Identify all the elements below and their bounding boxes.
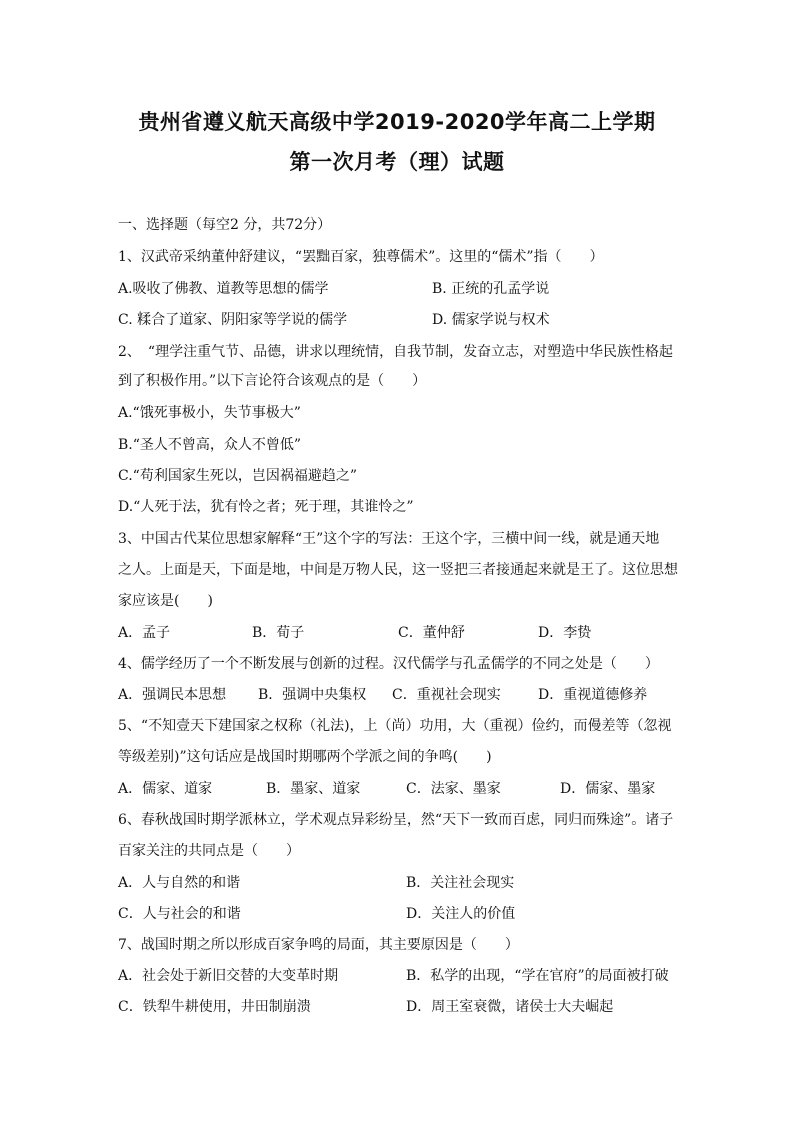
document-title-line2: 第一次月考（理）试题 [289, 150, 505, 174]
option-c: C．重视社会现实 [392, 687, 501, 703]
option-d: D．重视道德修养 [538, 687, 648, 703]
option-c: C．董仲舒 [398, 625, 465, 641]
question-stem: 5、“不知壹天下建国家之权称（礼法)，上（尚）功用，大（重视）俭约，而僈差等（忽视 [118, 718, 672, 734]
question-stem: 7、战国时期之所以形成百家争鸣的局面，其主要原因是（ ） [118, 937, 519, 953]
option-d: D. 儒家学说与权术 [432, 312, 550, 328]
question-stem: 家应该是( ) [118, 593, 213, 609]
option-b: B．墨家、道家 [266, 781, 361, 797]
document-title-line1: 贵州省遵义航天高级中学2019-2020学年高二上学期 [138, 110, 656, 134]
option-c: C．人与社会的和谐 [118, 906, 241, 922]
question-stem: 3、中国古代某位思想家解释“王”这个字的写法：王这个字，三横中间一线，就是通天地 [118, 531, 660, 547]
option-b: B．私学的出现，“学在官府”的局面被打破 [406, 968, 669, 984]
option-d: D．儒家、墨家 [560, 781, 656, 797]
option-b: B．关注社会现实 [406, 875, 515, 891]
option-a: A.吸收了佛教、道教等思想的儒学 [118, 281, 329, 297]
option-b: B．强调中央集权 [258, 687, 367, 703]
option-c: C．法家、墨家 [406, 781, 501, 797]
option-c: C.“苟利国家生死以，岂因祸福避趋之” [118, 468, 357, 484]
option-d: D．关注人的价值 [406, 906, 516, 922]
question-stem: 等级差别)”这句话应是战国时期哪两个学派之间的争鸣( ) [118, 749, 492, 765]
option-a: A．儒家、道家 [118, 781, 213, 797]
question-stem: 4、儒学经历了一个不断发展与创新的过程。汉代儒学与孔孟儒学的不同之处是（ ） [118, 656, 659, 672]
option-b: B.“圣人不曾高，众人不曾低” [118, 437, 302, 453]
option-a: A．孟子 [118, 625, 171, 641]
section-heading: 一、选择题（每空2 分，共72分） [118, 217, 332, 233]
question-stem: 百家关注的共同点是（ ） [118, 843, 300, 859]
option-b: B. 正统的孔孟学说 [432, 281, 550, 297]
question-stem: 2、 “理学注重气节、品德，讲求以理统情，自我节制，发奋立志，对塑造中华民族性格起 [118, 344, 674, 360]
question-stem: 1、汉武帝采纳董仲舒建议，“罢黜百家，独尊儒术”。这里的“儒术”指（ ） [118, 249, 604, 265]
option-a: A．人与自然的和谐 [118, 875, 241, 891]
option-a: A.“饿死事极小，失节事极大” [118, 405, 301, 421]
option-a: A．社会处于新旧交替的大变革时期 [118, 968, 339, 984]
option-c: C．铁犁牛耕使用，井田制崩溃 [118, 999, 311, 1015]
question-stem: 6、春秋战国时期学派林立，学术观点异彩纷呈，然“天下一致而百虑，同归而殊途”。诸子 [118, 812, 674, 828]
question-stem: 到了积极作用。”以下言论符合该观点的是（ ） [118, 373, 427, 389]
question-stem: 之人。上面是天，下面是地，中间是万物人民，这一竖把三者接通起来就是王了。这位思想 [118, 562, 678, 578]
option-d: D.“人死于法，犹有怜之者；死于理，其谁怜之” [118, 499, 414, 515]
option-c: C. 糅合了道家、阴阳家等学说的儒学 [118, 312, 348, 328]
option-a: A．强调民本思想 [118, 687, 227, 703]
option-d: D．李贽 [538, 625, 592, 641]
option-b: B．荀子 [252, 625, 305, 641]
option-d: D．周王室衰微，诸侯士大夫崛起 [406, 999, 614, 1015]
